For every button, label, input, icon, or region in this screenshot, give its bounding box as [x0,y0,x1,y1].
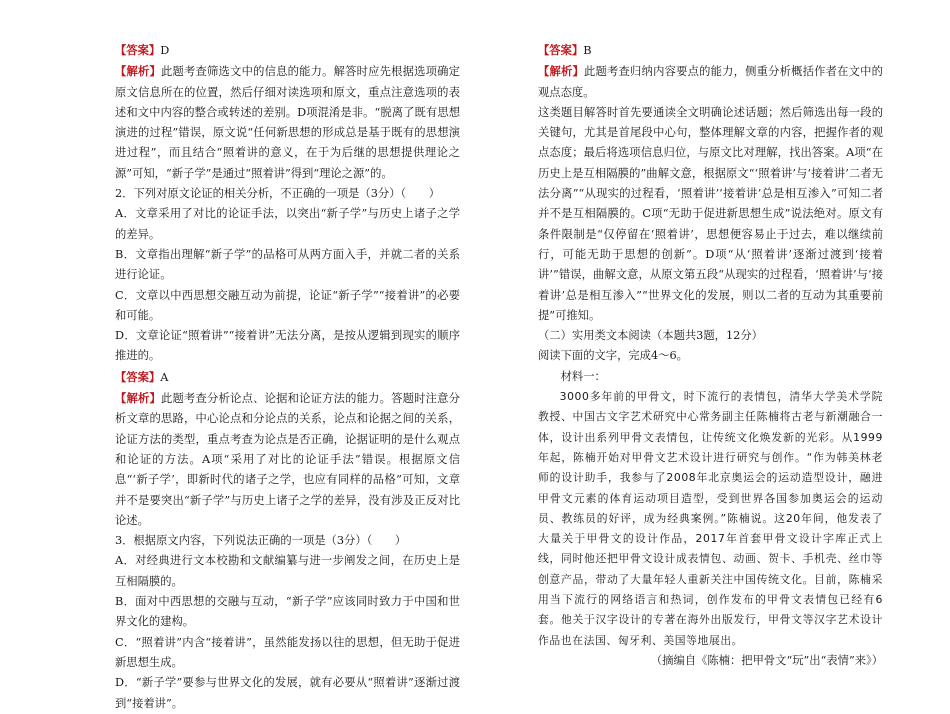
answer-value: D [160,44,170,57]
question-2-option-a: A．文章采用了对比的论证手法，以突出“新子学”与历史上诸子之学的差异。 [115,207,460,241]
explanation-text: 此题考查分析论点、论据和论证方法的能力。答题时注意分析文章的思路，中心论点和分论点的关系，论点和论据之间的关系，论证方法的类型，重点考查为论点是否正确，论据证明的是什么观点和论证的方法。A项“采用了对比的论证手法”错误。根据原文信息“‘新子学’，即新时代的诸子之学，也应有同样的品格”可知，文章并不是要突出“新子学”与历史上诸子之学的差异，没有涉及正反对比论述。 [115,392,460,527]
material-source: （摘编自《陈楠：把甲骨文“玩”出“表情”来》） [650,653,883,667]
answer-tag: 【答案】 [115,43,161,57]
section-heading: （二）实用类文本阅读（本题共3题，12分） [538,329,763,343]
question-2-option-c: C．文章以中西思想交融互动为前提，论证“新子学”“接着讲”的必要和可能。 [115,288,460,322]
question-2-stem: 2．下列对原文论证的相关分析，不正确的一项是（3分）（ ） [115,187,441,201]
explanation-text: 此题考查筛选文中的信息的能力。解答时应先根据选项确定原文信息所在的位置，然后仔细对读选项和原文，重点注意选项的表述和文中内容的整合或转述的差别。D项混淆是非。“脱离了既有思想演进的过程”错误，原文说“任何新思想的形成总是基于既有的思想演进过程”，而且结合“照着讲的意义，在于为后继的思想提供理论之源”可知，“新子学”是通过“照着讲”得到“理论之源”的。 [115,65,460,180]
left-column [115,40,460,714]
answer-value: A [160,370,169,384]
explanation-1 [115,61,460,184]
question-3-stem: 3．根据原文内容，下列说法正确的一项是（3分）（ ） [115,534,407,548]
question-2-option-b: B．文章指出理解“新子学”的品格可从两方面入手，并就二者的关系进行论证。 [115,247,460,282]
question-2-option-d: D．文章论证“照着讲”“接着讲”无法分离，是按从逻辑到现实的顺序推进的。 [115,329,460,363]
explanation-tag: 【解析】 [115,391,162,406]
answer-3 [538,40,883,61]
question-3-option-d: D．“新子学”要参与世界文化的发展，就有必要从“照着讲”逐渐过渡到“接着讲”。 [115,676,460,710]
question-3-option-c: C．“照着讲”内含“接着讲”，虽然能发扬以往的思想，但无助于促进新思想生成。 [115,635,460,669]
answer-tag: 【答案】 [115,369,161,384]
answer-tag: 【答案】 [538,43,584,57]
question-3-option-a: A．对经典进行文本校勘和文献编纂与进一步阐发之间，在历史上是互相隔膜的。 [115,554,460,588]
answer-value: B [583,44,592,57]
explanation-3 [538,61,883,103]
explanation-3-body: 这类题目解答时首先要通读全文明确论述话题；然后筛选出每一段的关键句，尤其是首尾段中心句，整体理解文章的内容，把握作者的观点态度；最后将选项信息归位，与原文比对理解，找出答案。A项“在历史上是互相隔膜的”曲解文意，根据原文“‘照着讲’与‘接着讲’二者无法分离”“从现实的过程看，‘照着讲’‘接着讲’总是相互渗入”可知二者并不是互相隔膜的。C项“无助于促进新思想生成”说法绝对。原文有条件限制是“仅停留在‘照着讲’，思想便容易止于过去，难以继续前行，可能无助于思想的创新”。D项“从‘照着讲’逐渐过渡到‘接着讲’”错误，曲解文意，从原文第五段“从现实的过程看，‘照着讲’与‘接着讲’总是相互渗入”“世界文化的发展，则以二者的互动为其重要前提”可推知。 [538,105,883,322]
explanation-tag: 【解析】 [115,64,162,79]
explanation-2 [115,388,460,531]
reading-instruction: 阅读下面的文字，完成4～6。 [538,349,688,363]
answer-2 [115,367,460,388]
material-text: 3000多年前的甲骨文，时下流行的表情包，清华大学美术学院教授、中国古文字艺术研究中心常务副主任陈楠将古老与新潮融合一体，设计出系列甲骨文表情包，让传统文化焕发新的光彩。从1999年起，陈楠开始对甲骨文艺术设计进行研究与创作。“作为韩美林老师的设计助手，我参与了2008年北京奥运会的运动造型设计，融进甲骨文元素的体育运动项目造型，受到世界各国参加奥运会的运动员、教练员的好评，成为经典案例。”陈楠说。这20年间，他发表了大量关于甲骨文的设计作品，2017年首套甲骨文设计字库正式上线，同时他还把甲骨文设计成表情包、动画、贺卡、手机壳、丝巾等创意产品，带动了大量年轻人重新关注中国传统文化。目前，陈楠采用当下流行的网络语言和热词，创作发布的甲骨文表情包已经有6套。他关于汉字设计的专著在海外出版发行，甲骨文等汉字艺术设计作品也在法国、匈牙利、美国等地展出。 [538,390,883,647]
question-3-option-b: B．面对中西思想的交融与互动，“新子学”应该同时致力于中国和世界文化的建构。 [115,595,460,629]
answer-1 [115,40,460,61]
right-column [538,40,883,671]
explanation-tag: 【解析】 [538,64,585,79]
explanation-text: 此题考查归纳内容要点的能力，侧重分析概括作者在文中的观点态度。 [538,65,883,99]
material-label: 材料一： [560,369,606,383]
